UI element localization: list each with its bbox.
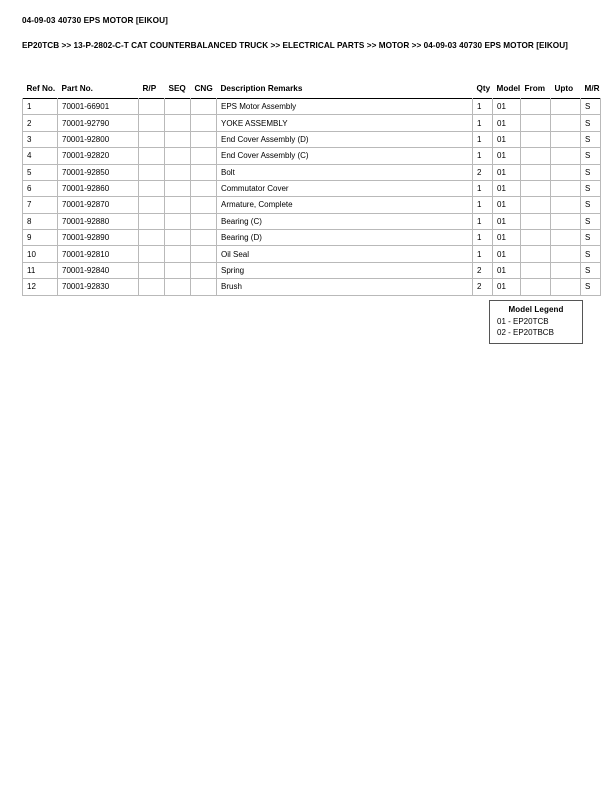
column-header-upto: Upto [554,84,574,93]
cell-from [521,197,551,213]
cell-rp [139,115,165,131]
cell-from [521,180,551,196]
cell-ref: 11 [23,262,58,278]
cell-qty: 1 [473,148,493,164]
column-header-from: From [524,84,545,93]
cell-cng [191,164,217,180]
parts-table-header [23,84,601,99]
cell-rp [139,279,165,295]
cell-rp [139,180,165,196]
cell-mr: S [581,230,601,246]
cell-mr: S [581,213,601,229]
cell-desc: End Cover Assembly (C) [217,148,473,164]
cell-seq [165,197,191,213]
cell-from [521,115,551,131]
table-row [23,131,601,147]
table-row [23,213,601,229]
column-header-ref-no: Ref No. [26,84,56,93]
cell-from [521,246,551,262]
cell-seq [165,213,191,229]
cell-qty: 1 [473,131,493,147]
cell-desc: Commutator Cover [217,180,473,196]
cell-upto [551,131,581,147]
cell-seq [165,230,191,246]
cell-ref: 10 [23,246,58,262]
cell-model: 01 [493,148,521,164]
table-row [23,180,601,196]
table-row [23,148,601,164]
column-header-seq: SEQ [168,84,186,93]
cell-from [521,230,551,246]
cell-part: 70001-92870 [58,197,139,213]
parts-table-body [23,99,601,296]
cell-ref: 5 [23,164,58,180]
cell-qty: 2 [473,279,493,295]
table-row [23,197,601,213]
table-row [23,246,601,262]
cell-ref: 8 [23,213,58,229]
cell-qty: 1 [473,180,493,196]
cell-mr: S [581,180,601,196]
cell-seq [165,148,191,164]
cell-from [521,213,551,229]
cell-desc: Oil Seal [217,246,473,262]
breadcrumb: EP20TCB >> 13-P-2802-C-T CAT COUNTERBALANCED TRUCK >> ELECTRICAL PARTS >> MOTOR >> 04-09-03 40730 EPS MOTOR [EIKOU] [22,41,568,50]
cell-from [521,279,551,295]
cell-part: 70001-92800 [58,131,139,147]
cell-upto [551,262,581,278]
parts-table [22,84,601,296]
table-row [23,99,601,115]
cell-mr: S [581,148,601,164]
cell-part: 70001-92860 [58,180,139,196]
cell-seq [165,131,191,147]
cell-rp [139,246,165,262]
cell-from [521,164,551,180]
cell-part: 70001-66901 [58,99,139,115]
cell-desc: EPS Motor Assembly [217,99,473,115]
cell-ref: 2 [23,115,58,131]
column-header-mr: M/R [584,84,600,93]
cell-model: 01 [493,213,521,229]
cell-part: 70001-92790 [58,115,139,131]
cell-desc: Brush [217,279,473,295]
cell-upto [551,180,581,196]
column-header-cng: CNG [194,84,213,93]
cell-ref: 6 [23,180,58,196]
cell-model: 01 [493,246,521,262]
cell-mr: S [581,164,601,180]
cell-desc: Bolt [217,164,473,180]
cell-cng [191,246,217,262]
model-legend [489,300,583,344]
cell-qty: 2 [473,262,493,278]
cell-mr: S [581,279,601,295]
column-header-model: Model [496,84,521,93]
cell-qty: 1 [473,230,493,246]
cell-mr: S [581,131,601,147]
cell-seq [165,279,191,295]
cell-from [521,262,551,278]
cell-mr: S [581,99,601,115]
model-legend-title: Model Legend [508,305,564,314]
model-legend-entry: 01 - EP20TCB [497,317,549,326]
cell-part: 70001-92840 [58,262,139,278]
cell-model: 01 [493,279,521,295]
cell-desc: End Cover Assembly (D) [217,131,473,147]
cell-desc: Spring [217,262,473,278]
cell-rp [139,213,165,229]
cell-part: 70001-92890 [58,230,139,246]
cell-from [521,148,551,164]
column-header-description: Description Remarks [220,84,303,93]
cell-mr: S [581,262,601,278]
cell-mr: S [581,115,601,131]
cell-cng [191,148,217,164]
cell-part: 70001-92880 [58,213,139,229]
table-row [23,279,601,295]
cell-desc: YOKE ASSEMBLY [217,115,473,131]
column-header-qty: Qty [476,84,491,93]
cell-qty: 2 [473,164,493,180]
cell-upto [551,115,581,131]
cell-desc: Bearing (D) [217,230,473,246]
cell-seq [165,115,191,131]
cell-seq [165,99,191,115]
cell-upto [551,246,581,262]
cell-rp [139,197,165,213]
cell-cng [191,99,217,115]
cell-cng [191,115,217,131]
table-row [23,262,601,278]
cell-from [521,131,551,147]
cell-cng [191,279,217,295]
cell-ref: 9 [23,230,58,246]
cell-upto [551,213,581,229]
cell-seq [165,180,191,196]
cell-model: 01 [493,164,521,180]
cell-model: 01 [493,180,521,196]
cell-rp [139,230,165,246]
cell-ref: 4 [23,148,58,164]
cell-ref: 3 [23,131,58,147]
cell-rp [139,99,165,115]
cell-upto [551,99,581,115]
cell-desc: Bearing (C) [217,213,473,229]
cell-qty: 1 [473,213,493,229]
column-header-part-no: Part No. [61,84,93,93]
table-row [23,164,601,180]
cell-rp [139,131,165,147]
cell-upto [551,197,581,213]
cell-cng [191,213,217,229]
cell-part: 70001-92850 [58,164,139,180]
model-legend-entry: 02 - EP20TBCB [497,327,554,337]
cell-rp [139,262,165,278]
cell-model: 01 [493,230,521,246]
cell-upto [551,279,581,295]
cell-qty: 1 [473,197,493,213]
cell-rp [139,148,165,164]
cell-cng [191,262,217,278]
cell-seq [165,246,191,262]
cell-model: 01 [493,115,521,131]
cell-mr: S [581,246,601,262]
cell-ref: 7 [23,197,58,213]
page-title: 04-09-03 40730 EPS MOTOR [EIKOU] [22,16,168,25]
cell-model: 01 [493,262,521,278]
cell-seq [165,164,191,180]
table-header-row [23,84,601,99]
cell-rp [139,164,165,180]
cell-qty: 1 [473,246,493,262]
cell-mr: S [581,197,601,213]
cell-ref: 12 [23,279,58,295]
cell-from [521,99,551,115]
cell-desc: Armature, Complete [217,197,473,213]
cell-cng [191,230,217,246]
table-row [23,115,601,131]
cell-cng [191,197,217,213]
cell-seq [165,262,191,278]
cell-model: 01 [493,99,521,115]
cell-qty: 1 [473,99,493,115]
cell-qty: 1 [473,115,493,131]
cell-ref: 1 [23,99,58,115]
cell-cng [191,131,217,147]
cell-model: 01 [493,131,521,147]
cell-part: 70001-92820 [58,148,139,164]
cell-cng [191,180,217,196]
cell-model: 01 [493,197,521,213]
column-header-rp: R/P [142,84,157,93]
table-row [23,230,601,246]
cell-part: 70001-92830 [58,279,139,295]
cell-upto [551,230,581,246]
cell-part: 70001-92810 [58,246,139,262]
cell-upto [551,148,581,164]
cell-upto [551,164,581,180]
